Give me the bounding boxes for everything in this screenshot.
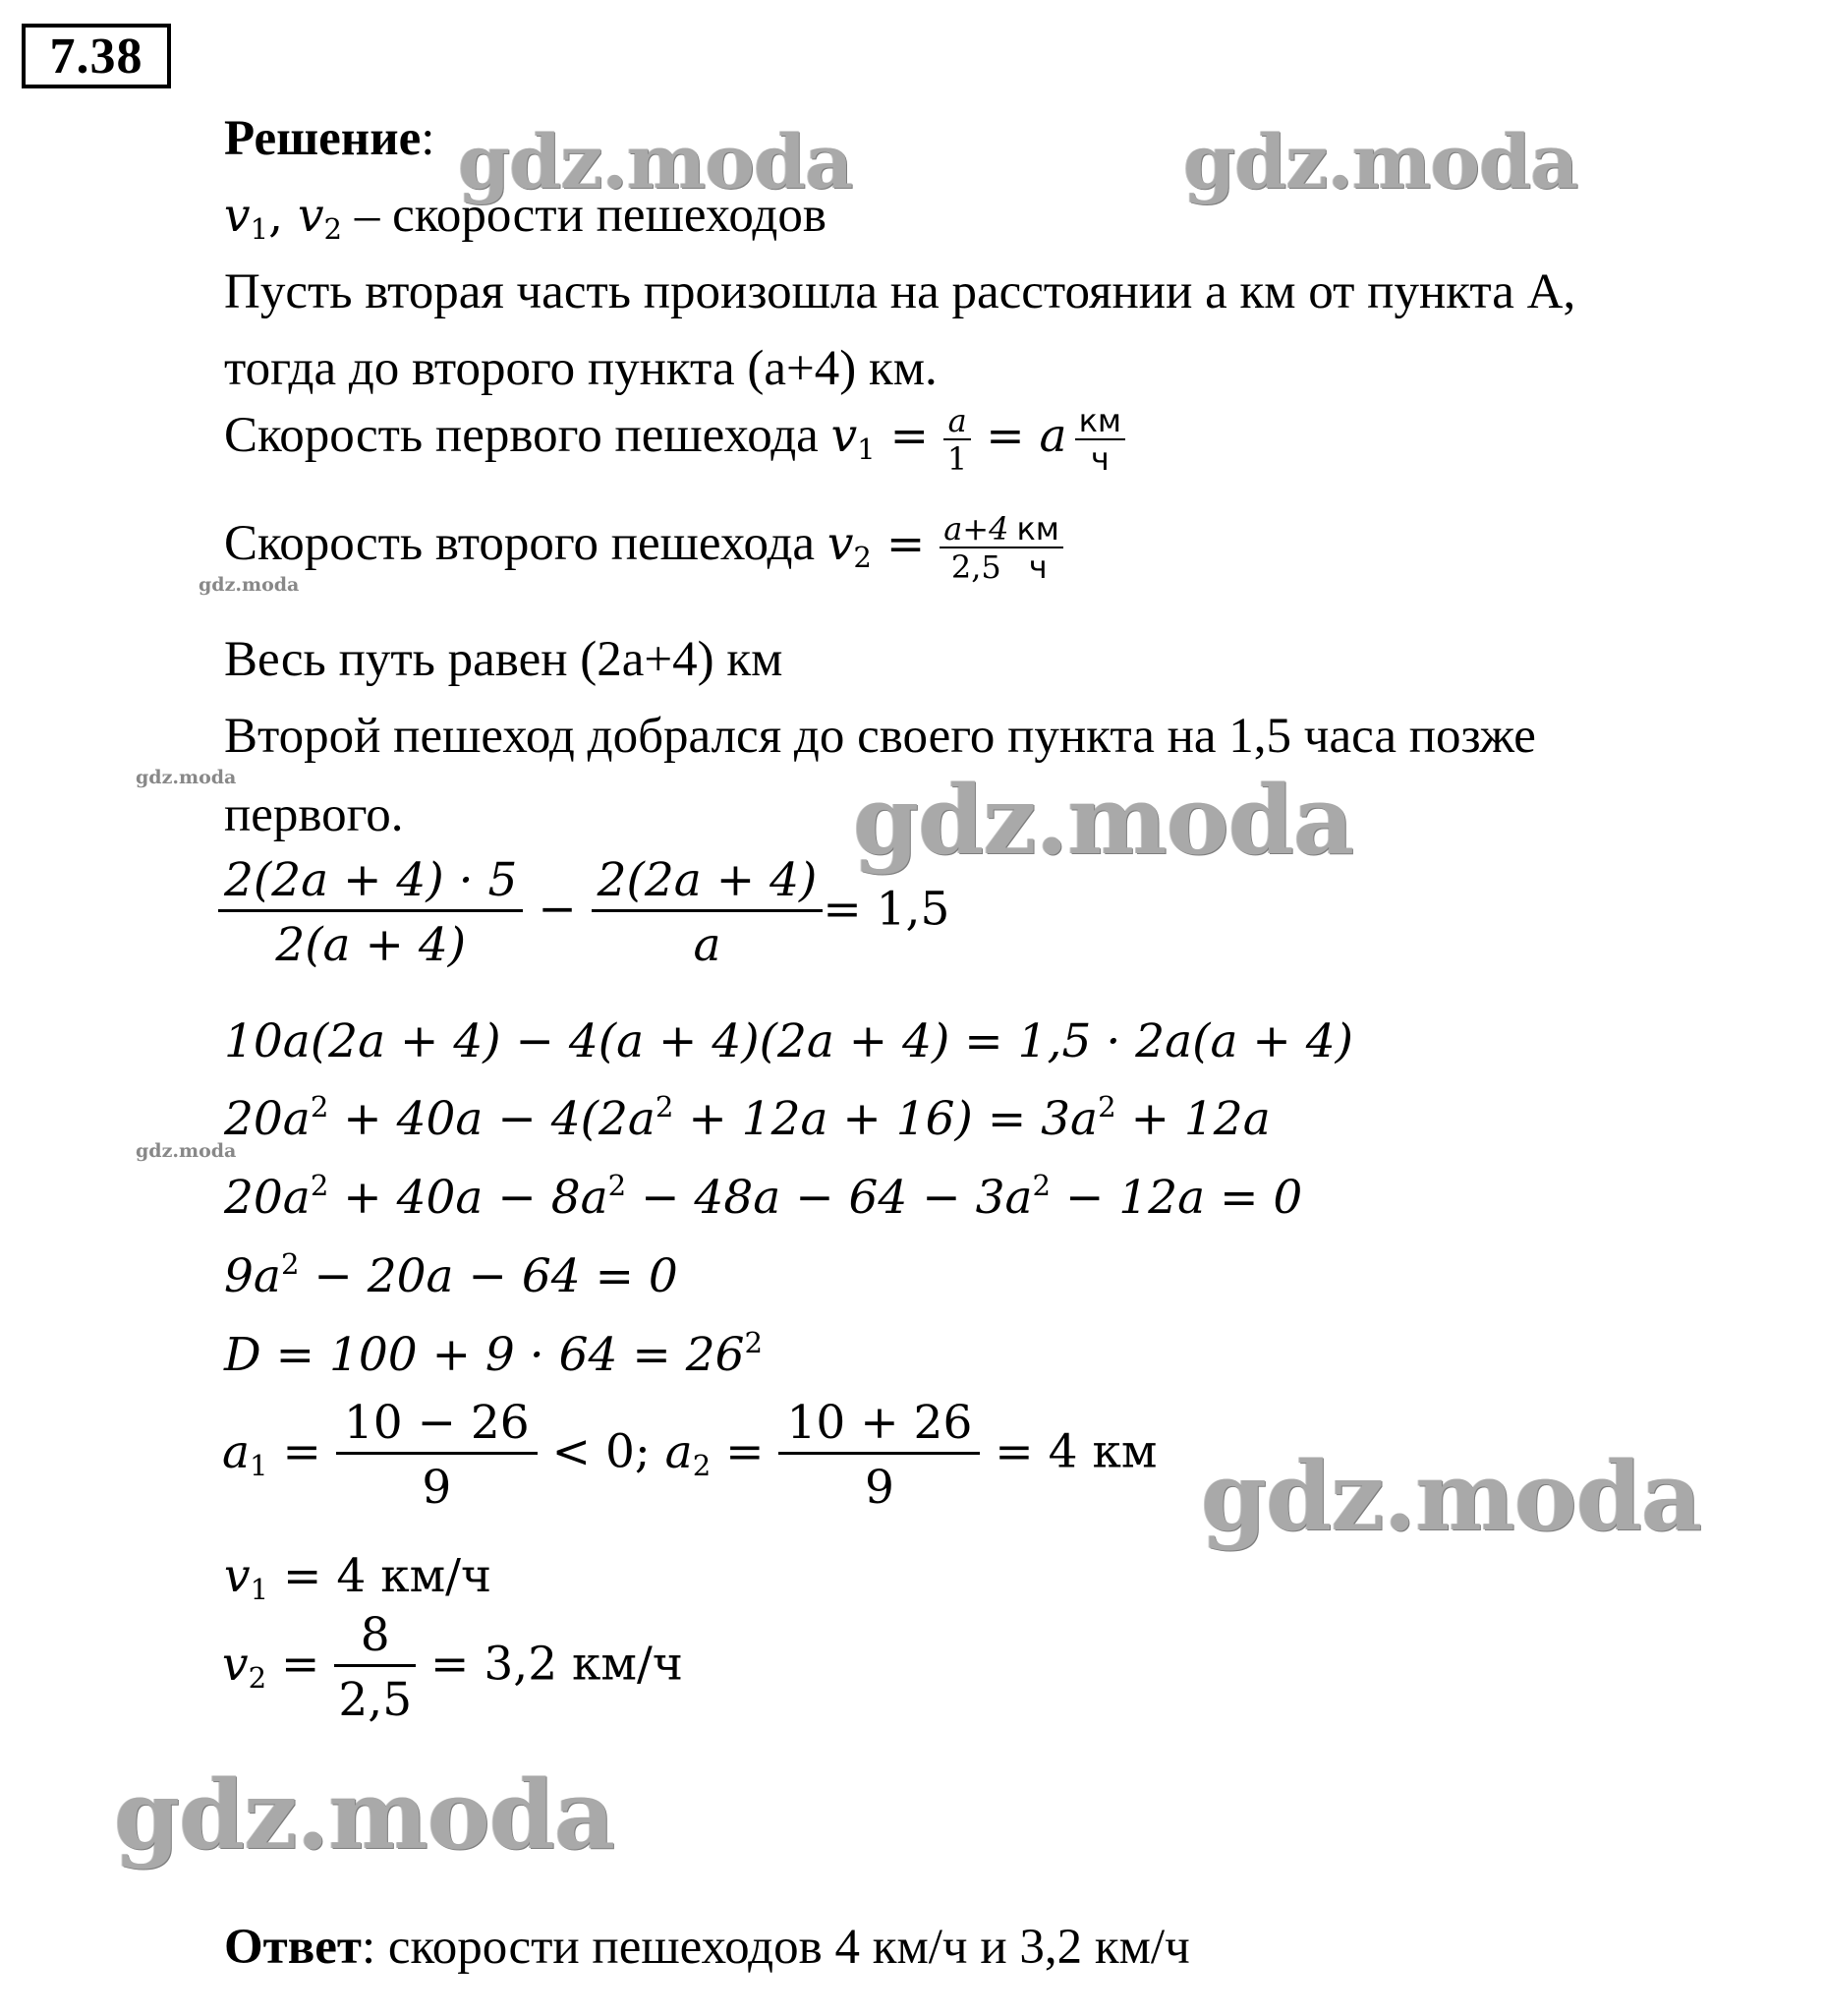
problem-number: 7.38 (22, 24, 171, 88)
equation-5: $9a^2 - 20a - 64 = 0$ (224, 1247, 678, 1304)
solution-label: Решение (224, 111, 422, 166)
answer-label: Ответ (224, 1920, 362, 1975)
watermark: gdz.moda (114, 1759, 615, 1871)
eq1-left-fraction: $\frac{2(2a + 4) \cdot 5}{2(a + 4)}$ (218, 857, 523, 968)
v1-result: $v_1 = 4$ км/ч (224, 1549, 492, 1607)
v1-symbol: $v_1$ (224, 189, 269, 247)
answer-text: : скорости пешеходов 4 км/ч и 3,2 км/ч (361, 1920, 1190, 1975)
late-line-2: первого. (224, 787, 404, 842)
v1-formula-text: Скорость первого пешехода (224, 408, 831, 464)
v1-unit: $\frac{км}{ч}$ (1075, 405, 1125, 475)
v2-result-fraction: $\frac{8}{2,5}$ (334, 1612, 416, 1723)
equation-4: $20a^2 + 40a - 8a^2 - 48a - 64 - 3a^2 - 12a = 0$ (224, 1169, 1303, 1226)
watermark: gdz.moda (136, 1140, 237, 1162)
eq1-right-fraction: $\frac{2(2a + 4)}{a}$ (592, 857, 824, 968)
v2-fraction: $\frac{a+4}{2,5}$ (940, 513, 1012, 583)
v1-fraction: $\frac{a}{1}$ (943, 405, 971, 475)
watermark: gdz.moda (1201, 1441, 1702, 1552)
watermark: gdz.moda (853, 765, 1354, 876)
solution-colon: : (421, 111, 435, 166)
v2-formula-text: Скорость второго пешехода (224, 516, 827, 572)
v1-formula-line: Скорость первого пешехода $v_1$ = $\frac{a}{1}$ = a $\frac{км}{ч}$ (224, 405, 1125, 475)
watermark: gdz.moda (136, 767, 237, 788)
equation-1: $\frac{2(2a + 4) \cdot 5}{2(a + 4)}$ − $\frac{2(2a + 4)}{a}$ = 1,5 (218, 857, 949, 968)
a2-fraction: $\frac{10 + 26}{9}$ (778, 1400, 980, 1511)
v2-unit: $\frac{км}{ч}$ (1012, 513, 1062, 583)
a1-fraction: $\frac{10 - 26}{9}$ (336, 1400, 538, 1511)
answer-line (224, 1920, 1190, 1975)
v2-result: $v_2$ = $\frac{8}{2,5}$ = 3,2 км/ч (222, 1608, 683, 1727)
total-path-line: Весь путь равен (2а+4) км (224, 632, 783, 687)
v2-symbol: $v_2$ (297, 189, 343, 247)
let-line-2: тогда до второго пункта (а+4) км. (224, 341, 938, 396)
solution-heading (224, 111, 435, 166)
watermark: gdz.moda (199, 574, 300, 596)
velocities-definition: $v_1$, $v_2$ – скорости пешеходов (224, 188, 826, 247)
v2-formula-line: Скорость второго пешехода $v_2$ = $\frac{a+4}{2,5}$ $\frac{км}{ч}$ (224, 513, 1063, 583)
watermark: gdz.moda (458, 118, 853, 205)
roots-line: $a_1$ = $\frac{10 - 26}{9}$ < 0; $a_2$ = $\frac{10 + 26}{9}$ = 4 км (222, 1396, 1158, 1515)
equation-2: 10a(2a + 4) − 4(a + 4)(2a + 4) = 1,5 · 2a(a + 4) (224, 1014, 1353, 1068)
watermark: gdz.moda (1183, 118, 1578, 205)
equation-3: $20a^2 + 40a - 4(2a^2 + 12a + 16) = 3a^2 + 12a$ (224, 1090, 1271, 1147)
let-line-1: Пусть вторая часть произошла на расстоянии а км от пункта А, (224, 264, 1576, 319)
discriminant: $D = 100 + 9 \cdot 64 = 26^2$ (224, 1326, 764, 1383)
late-line-1: Второй пешеход добрался до своего пункта на 1,5 часа позже (224, 709, 1536, 764)
velocities-text: – скорости пешеходов (342, 188, 826, 243)
